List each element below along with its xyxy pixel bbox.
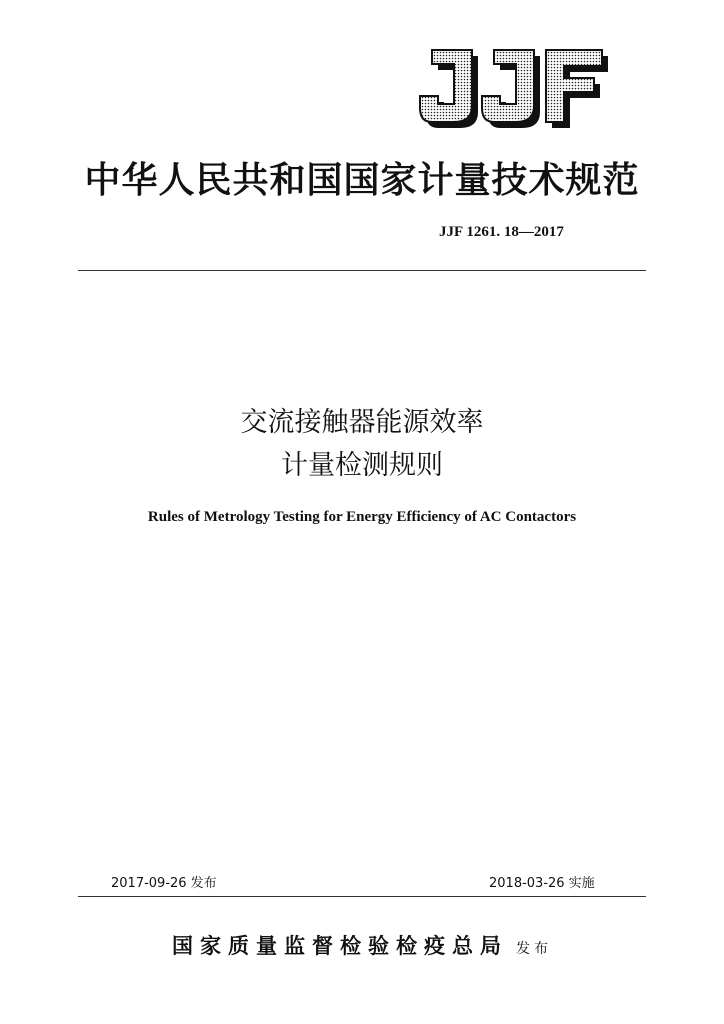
standard-title: 中华人民共和国国家计量技术规范 [84,159,640,201]
implementation-date: 2018-03-26 实施 [489,876,595,891]
jjf-logo-icon [418,48,608,132]
standard-code: JJF 1261. 18—2017 [439,224,564,240]
english-title: Rules of Metrology Testing for Energy Efficiency of AC Contactors [147,509,577,525]
top-divider [78,270,646,271]
publisher-name: 国家质量监督检验检疫总局 [172,933,508,958]
document-title-line-1: 交流接触器能源效率 [240,407,484,438]
publisher-suffix: 发布 [516,941,552,957]
publisher [0,930,724,960]
document-title-line-2: 计量检测规则 [281,450,443,481]
bottom-divider [78,896,646,897]
issue-date: 2017-09-26 发布 [111,876,217,891]
